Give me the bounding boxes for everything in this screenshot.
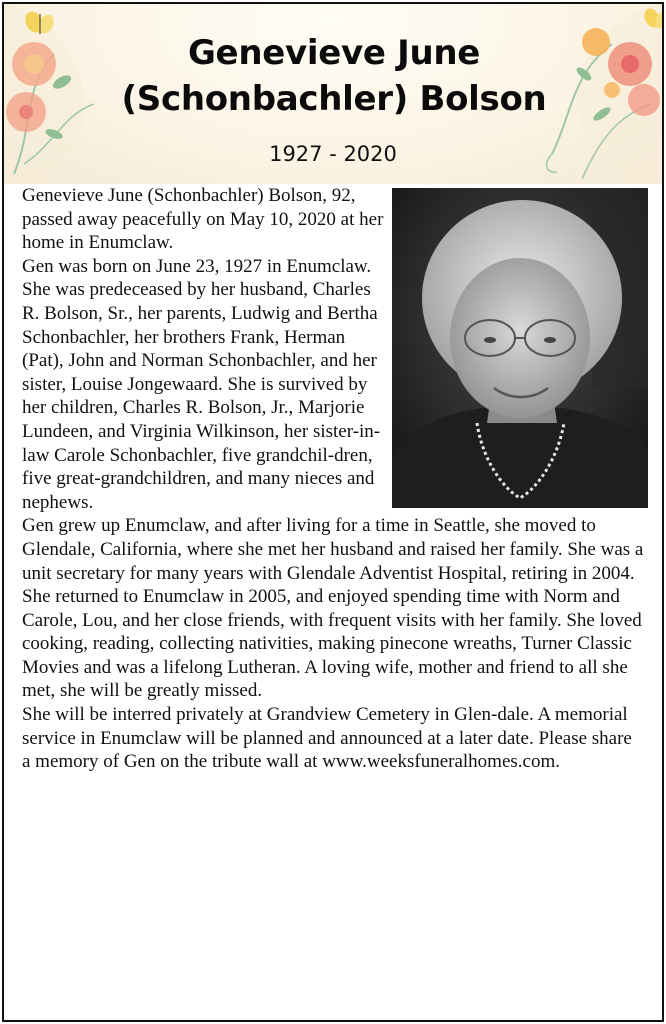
body-paragraph: She will be interred privately at Grandview Cemetery in Glen-dale. A memorial service in Enumclaw will be planned and announced at a later date. Please share a memory of Gen on the tribute wall at www.weeksfuneralhomes.com. bbox=[22, 704, 632, 773]
obituary-name-title bbox=[64, 30, 604, 122]
body-paragraph: Gen was born on June 23, 1927 in Enumclaw. She was predeceased by her husband, Charles R. Bolson, Sr., her parents, Ludwig and Bertha Schonbachler, her brothers Frank, Herman (Pat), John and Norman Schonbachler, and her sister, Louise Jongewaard. She is survived by her children, Charles R. Bolson, Jr., Marjorie Lundeen, and Virginia Wilkinson, her sister-in-law Carole Schonbachler, five grandchil-dren, five great-grandchildren, and many nieces and nephews. bbox=[22, 255, 381, 513]
header bbox=[4, 4, 662, 184]
obituary-card bbox=[2, 2, 664, 1022]
body-paragraph: Gen grew up Enumclaw, and after living for a time in Seattle, she moved to Glendale, California, where she met her husband and raised her family. She was a unit secretary for many years with Glendale Adventist Hospital, retiring in 2004. She returned to Enumclaw in 2005, and enjoyed spending time with Norm and Carole, Lou, and her close friends, with frequent visits with her family. She loved cooking, reading, collecting nativities, making pinecone wreaths, Turner Classic Movies and was a lifelong Lutheran. A loving wife, mother and friend to all she met, she will be greatly missed. bbox=[22, 515, 644, 702]
name-line-2: (Schonbachler) Bolson bbox=[121, 79, 547, 119]
name-line-1: Genevieve June bbox=[187, 33, 481, 73]
life-dates: 1927 - 2020 bbox=[269, 142, 397, 166]
photo-wrap-spacer bbox=[386, 184, 644, 506]
obituary-body bbox=[22, 184, 644, 774]
body-paragraph: Genevieve June (Schonbachler) Bolson, 92, passed away peacefully on May 10, 2020 at her home in Enumclaw. bbox=[22, 185, 384, 254]
